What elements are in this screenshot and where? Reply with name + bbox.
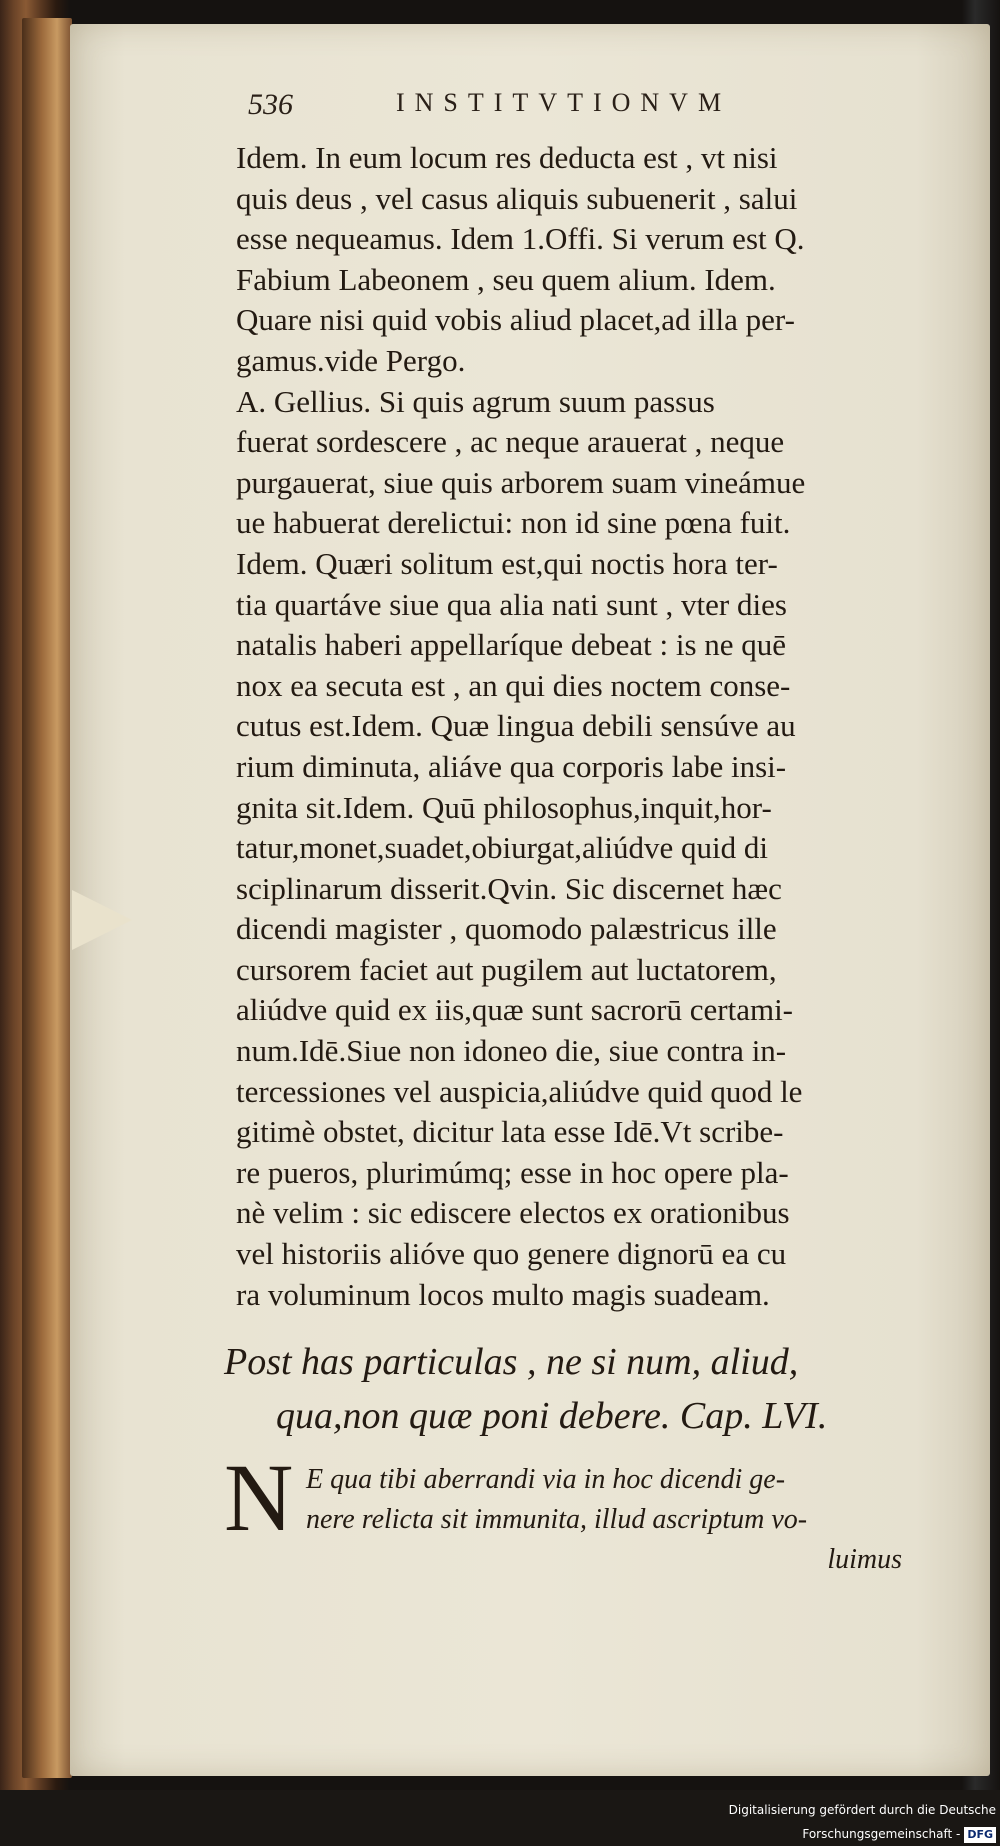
body-line: ue habuerat derelictui: non id sine pœna fuit. [236, 505, 791, 541]
body-line: A. Gellius. Si quis agrum suum passus [236, 383, 715, 419]
digitization-footer [600, 1798, 1000, 1841]
running-head: INSTITVTIONVM [396, 88, 732, 117]
chapter-title [224, 1335, 924, 1443]
chapter-title-line: qua,non quæ poni debere. Cap. LVI. [276, 1395, 828, 1437]
footer-credit: Digitalisierung gefördert durch die Deutsche Forschungsgemeinschaft - [728, 1803, 996, 1841]
body-line: Idem. Quæri solitum est,qui noctis hora ter- [236, 545, 778, 581]
body-line: gamus.vide Pergo. [236, 342, 466, 378]
opening-line: nere relicta sit immunita, illud ascriptum vo- [306, 1504, 808, 1535]
body-line: gnita sit.Idem. Quū philosophus,inquit,hor- [236, 789, 772, 825]
drop-cap: N [224, 1444, 294, 1551]
body-line: cursorem faciet aut pugilem aut luctatorem, [236, 951, 777, 987]
body-line: natalis haberi appellaríque debeat : is ne quē [236, 627, 787, 663]
body-line: cutus est.Idem. Quæ lingua debili sensúve au [236, 708, 796, 744]
page-edge [22, 18, 72, 1778]
body-line: num.Idē.Siue non idoneo die, siue contra in- [236, 1033, 787, 1069]
body-line: nox ea secuta est , an qui dies noctem conse- [236, 667, 791, 703]
paper-tab [72, 890, 132, 950]
body-line: Fabium Labeonem , seu quem alium. Idem. [236, 261, 776, 297]
dfg-logo: DFG [964, 1827, 996, 1843]
body-line: quis deus , vel casus aliquis subuenerit , salui [236, 180, 798, 216]
body-line: nè velim : sic ediscere electos ex orationibus [236, 1195, 790, 1231]
body-line: fuerat sordescere , ac neque arauerat , neque [236, 424, 785, 460]
body-line: ra voluminum locos multo magis suadeam. [236, 1276, 770, 1312]
body-line: vel historiis alióve quo genere dignorū ea cu [236, 1236, 787, 1272]
body-line: Idem. In eum locum res deducta est , vt nisi [236, 140, 778, 175]
body-line: esse nequeamus. Idem 1.Offi. Si verum est Q. [236, 221, 805, 257]
page-number: 536 [248, 88, 293, 121]
body-line: tercessiones vel auspicia,aliúdve quid quod le [236, 1073, 803, 1109]
body-line: tia quartáve siue qua alia nati sunt , vter dies [236, 586, 787, 622]
opening-line: luimus [827, 1544, 902, 1575]
body-line: dicendi magister , quomodo palæstricus ille [236, 911, 777, 947]
body-line: tatur,monet,suadet,obiurgat,aliúdve quid di [236, 830, 768, 866]
opening-line: E qua tibi aberrandi via in hoc dicendi ge- [306, 1464, 786, 1495]
body-line: gitimè obstet, dicitur lata esse Idē.Vt scribe- [236, 1114, 784, 1150]
body-line: Quare nisi quid vobis aliud placet,ad illa per- [236, 302, 795, 338]
body-text [236, 138, 916, 1315]
body-line: aliúdve quid ex iis,quæ sunt sacrorū certami- [236, 992, 794, 1028]
body-line: purgauerat, siue quis arborem suam vineámue [236, 464, 806, 500]
body-line: rium diminuta, aliáve qua corporis labe insi- [236, 748, 787, 784]
body-line: sciplinarum disserit.Qvin. Sic discernet hæc [236, 870, 782, 906]
body-line: re pueros, plurimúmq; esse in hoc opere pla- [236, 1154, 789, 1190]
page-header [248, 88, 808, 128]
chapter-title-line: Post has particulas , ne si num, aliud, [224, 1341, 799, 1383]
